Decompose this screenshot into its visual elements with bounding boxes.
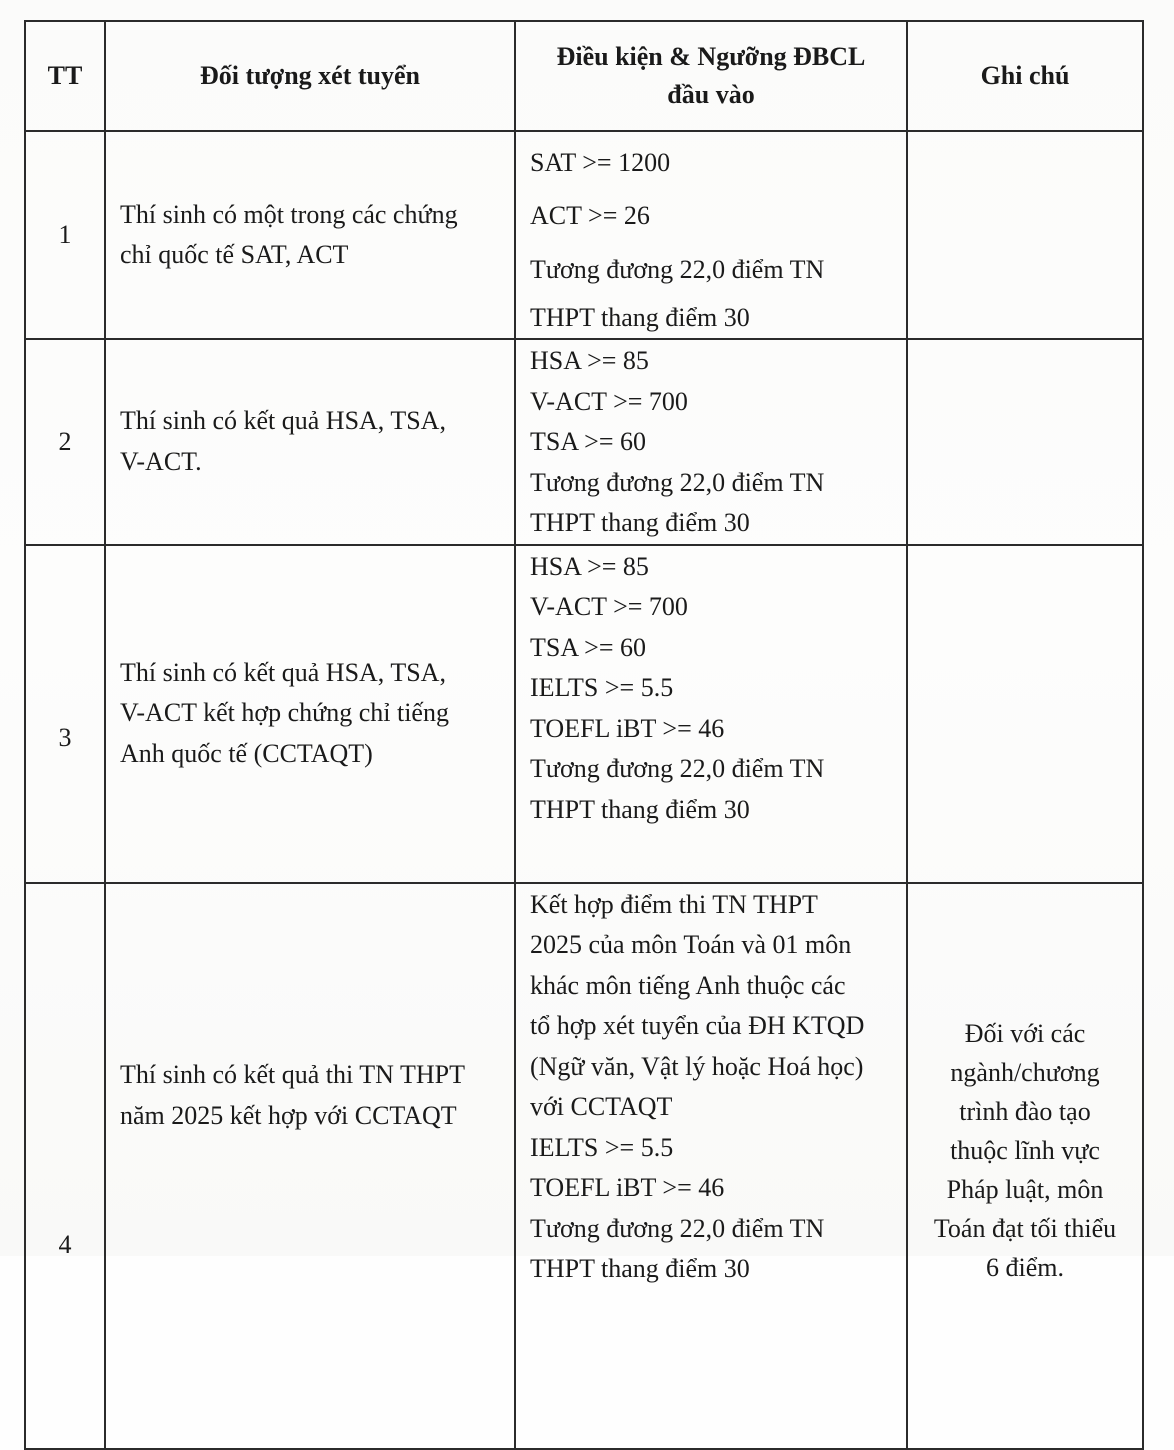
object-line: Thí sinh có kết quả thi TN THPT xyxy=(120,1060,465,1089)
header-note: Ghi chú xyxy=(907,21,1143,131)
object-line: V-ACT kết hợp chứng chỉ tiếng xyxy=(120,698,449,728)
header-condition-line: đầu vào xyxy=(667,80,755,109)
condition-line: Tương đương 22,0 điểm TN xyxy=(530,754,825,783)
condition-line: V-ACT >= 700 xyxy=(530,592,688,621)
row-number: 3 xyxy=(25,545,105,883)
condition-line: tổ hợp xét tuyển của ĐH KTQD xyxy=(530,1011,865,1040)
object-line: Thí sinh có kết quả HSA, TSA, xyxy=(120,406,446,436)
object-cell xyxy=(105,339,515,545)
table-row xyxy=(25,545,1143,883)
condition-line: 2025 của môn Toán và 01 môn xyxy=(530,930,852,959)
condition-line: Kết hợp điểm thi TN THPT xyxy=(530,889,818,919)
condition-cell xyxy=(515,339,907,545)
note-line: trình đào tạo xyxy=(959,1097,1091,1126)
object-line: Thí sinh có một trong các chứng xyxy=(120,199,458,229)
note-cell xyxy=(907,545,1143,883)
note-line: Đối với các xyxy=(964,1019,1086,1048)
condition-line: TOEFL iBT >= 46 xyxy=(530,1173,725,1202)
condition-line: V-ACT >= 700 xyxy=(530,386,688,416)
condition-line: SAT >= 1200 xyxy=(530,148,671,177)
condition-line: TSA >= 60 xyxy=(530,632,647,662)
object-cell xyxy=(105,545,515,883)
object-cell xyxy=(105,883,515,1449)
object-line: V-ACT. xyxy=(120,446,202,476)
row-number: 2 xyxy=(25,339,105,545)
note-line: Toán đạt tối thiểu xyxy=(933,1214,1117,1243)
condition-line: IELTS >= 5.5 xyxy=(530,1132,674,1162)
condition-line: THPT thang điểm 30 xyxy=(530,303,750,332)
condition-line: với CCTAQT xyxy=(530,1092,673,1121)
row-number: 4 xyxy=(25,883,105,1449)
object-line: năm 2025 kết hợp với CCTAQT xyxy=(120,1100,457,1130)
note-line: ngành/chương xyxy=(950,1058,1100,1087)
table-header-row xyxy=(25,21,1143,131)
condition-line: THPT thang điểm 30 xyxy=(530,1254,750,1283)
condition-line: ACT >= 26 xyxy=(530,201,650,230)
object-line: Anh quốc tế (CCTAQT) xyxy=(120,738,373,768)
note-line: 6 điểm. xyxy=(986,1253,1064,1282)
table-row xyxy=(25,131,1143,339)
condition-line: Tương đương 22,0 điểm TN xyxy=(530,1213,825,1243)
header-condition-line: Điều kiện & Ngưỡng ĐBCL xyxy=(556,42,866,71)
condition-line: (Ngữ văn, Vật lý hoặc Hoá học) xyxy=(530,1051,864,1081)
condition-cell xyxy=(515,131,907,339)
condition-line: THPT thang điểm 30 xyxy=(530,508,750,537)
table-row xyxy=(25,339,1143,545)
condition-line: khác môn tiếng Anh thuộc các xyxy=(530,970,846,1000)
condition-line: TSA >= 60 xyxy=(530,427,647,456)
condition-line: Tương đương 22,0 điểm TN xyxy=(530,467,825,497)
condition-line: THPT thang điểm 30 xyxy=(530,794,750,824)
admission-criteria-table xyxy=(24,20,1144,1450)
condition-line: IELTS >= 5.5 xyxy=(530,673,674,702)
row-number: 1 xyxy=(25,131,105,339)
note-cell xyxy=(907,883,1143,1449)
object-line: chỉ quốc tế SAT, ACT xyxy=(120,240,349,269)
condition-line: HSA >= 85 xyxy=(530,551,649,581)
table-row xyxy=(25,883,1143,1449)
condition-line: Tương đương 22,0 điểm TN xyxy=(530,255,825,284)
object-line: Thí sinh có kết quả HSA, TSA, xyxy=(120,657,446,687)
header-tt: TT xyxy=(25,21,105,131)
condition-line: HSA >= 85 xyxy=(530,346,649,375)
header-condition xyxy=(515,21,907,131)
condition-line: TOEFL iBT >= 46 xyxy=(530,713,725,743)
note-cell xyxy=(907,339,1143,545)
note-line: Pháp luật, môn xyxy=(946,1175,1104,1204)
condition-cell xyxy=(515,545,907,883)
note-line: thuộc lĩnh vực xyxy=(950,1136,1100,1165)
condition-cell xyxy=(515,883,907,1449)
header-object: Đối tượng xét tuyển xyxy=(105,21,515,131)
note-cell xyxy=(907,131,1143,339)
object-cell xyxy=(105,131,515,339)
